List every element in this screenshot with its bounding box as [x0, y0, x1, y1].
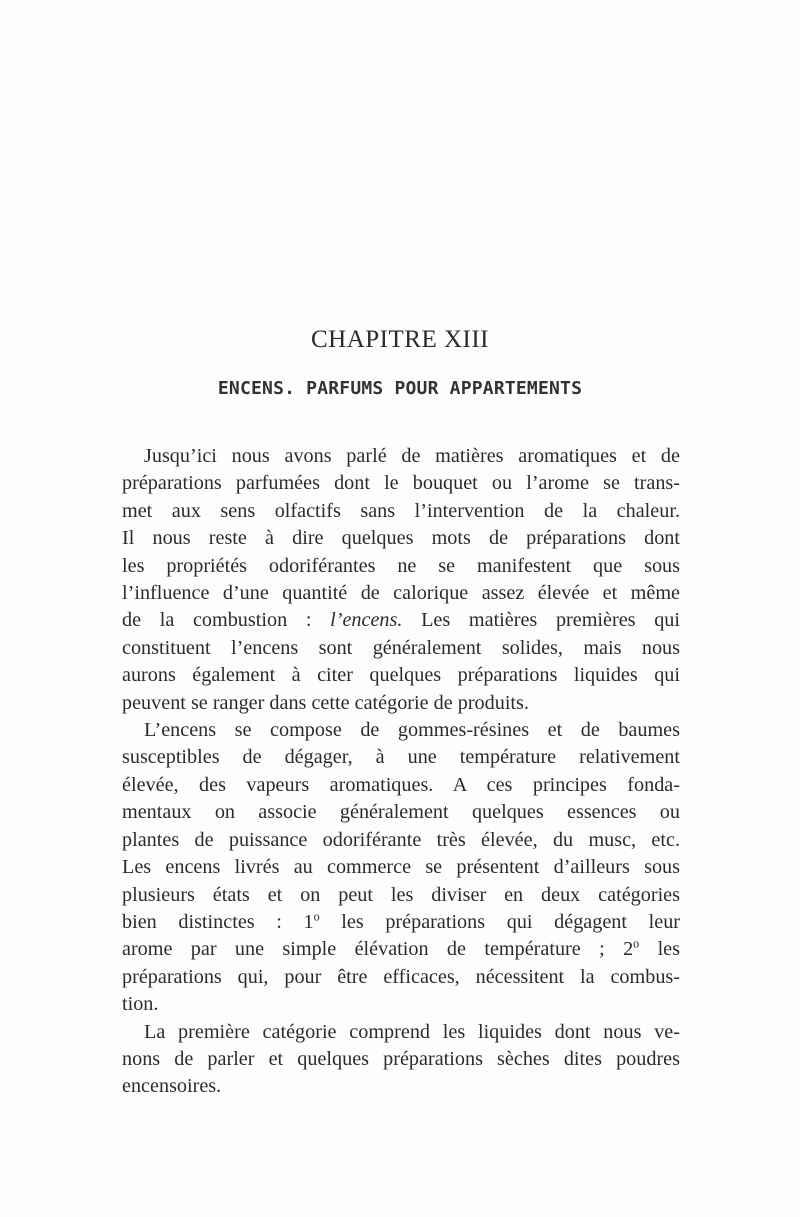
ordinal-suffix: o [313, 909, 320, 924]
text-line: encensoires. [122, 1075, 222, 1098]
text-fragment: Les matières premières qui [421, 609, 681, 632]
paragraph-1 [122, 443, 680, 717]
text-line: Il nous reste à dire quelques mots de préparations dont [122, 527, 680, 550]
text-line: peuvent se ranger dans cette catégorie de produits. [122, 691, 529, 714]
text-line: Les encens livrés au commerce se présentent d’ailleurs sous [122, 856, 680, 879]
text-line: préparations qui, pour être efficaces, nécessitent la combus- [122, 965, 680, 988]
ordinal-number: 1 [303, 910, 314, 933]
section-title: ENCENS. PARFUMS POUR APPARTEMENTS [217, 378, 583, 399]
italic-term: l’encens. [330, 609, 403, 632]
text-line: L’encens se compose de gommes-résines et de baumes [144, 719, 680, 742]
text-line: constituent l’encens sont généralement solides, mais nous [122, 636, 680, 659]
text-line [122, 607, 680, 634]
text-line: mentaux on associe généralement quelques essences ou [122, 801, 680, 824]
text-line: nons de parler et quelques préparations sèches dites poudres [122, 1047, 680, 1070]
paragraph-2 [122, 717, 680, 1018]
text-line: élevée, des vapeurs aromatiques. A ces principes fonda- [122, 773, 680, 796]
text-fragment: les [657, 938, 681, 961]
text-fragment: arome par une simple élévation de température ; [122, 938, 605, 961]
text-line: l’influence d’une quantité de calorique assez élevée et même [122, 582, 680, 605]
text-line: les propriétés odoriférantes ne se manifestent que sous [122, 554, 680, 577]
text-line: plusieurs états et on peut les diviser en deux catégories [122, 883, 680, 906]
text-line: plantes de puissance odoriférante très élevée, du musc, etc. [122, 828, 680, 851]
ordinal-suffix: o [633, 937, 640, 952]
text-line: Jusqu’ici nous avons parlé de matières aromatiques et de [144, 445, 680, 467]
text-line: La première catégorie comprend les liquides dont nous ve- [144, 1020, 680, 1043]
text-fragment: de la combustion : [122, 609, 312, 632]
text-line: tion. [122, 993, 159, 1016]
text-line [122, 936, 680, 963]
chapter-title: CHAPITRE XIII [310, 326, 489, 353]
paragraph-3 [122, 1019, 680, 1101]
text-line [122, 909, 680, 936]
text-line: met aux sens olfactifs sans l’intervention de la chaleur. [122, 499, 680, 522]
body-text [122, 443, 680, 1101]
text-fragment: bien distinctes : [122, 910, 282, 933]
text-line: aurons également à citer quelques préparations liquides qui [122, 664, 680, 687]
ordinal-number: 2 [623, 938, 634, 961]
text-line: préparations parfumées dont le bouquet ou l’arome se trans- [122, 472, 680, 495]
text-fragment: les préparations qui dégagent leur [341, 910, 681, 933]
text-line: susceptibles de dégager, à une température relativement [122, 746, 680, 769]
